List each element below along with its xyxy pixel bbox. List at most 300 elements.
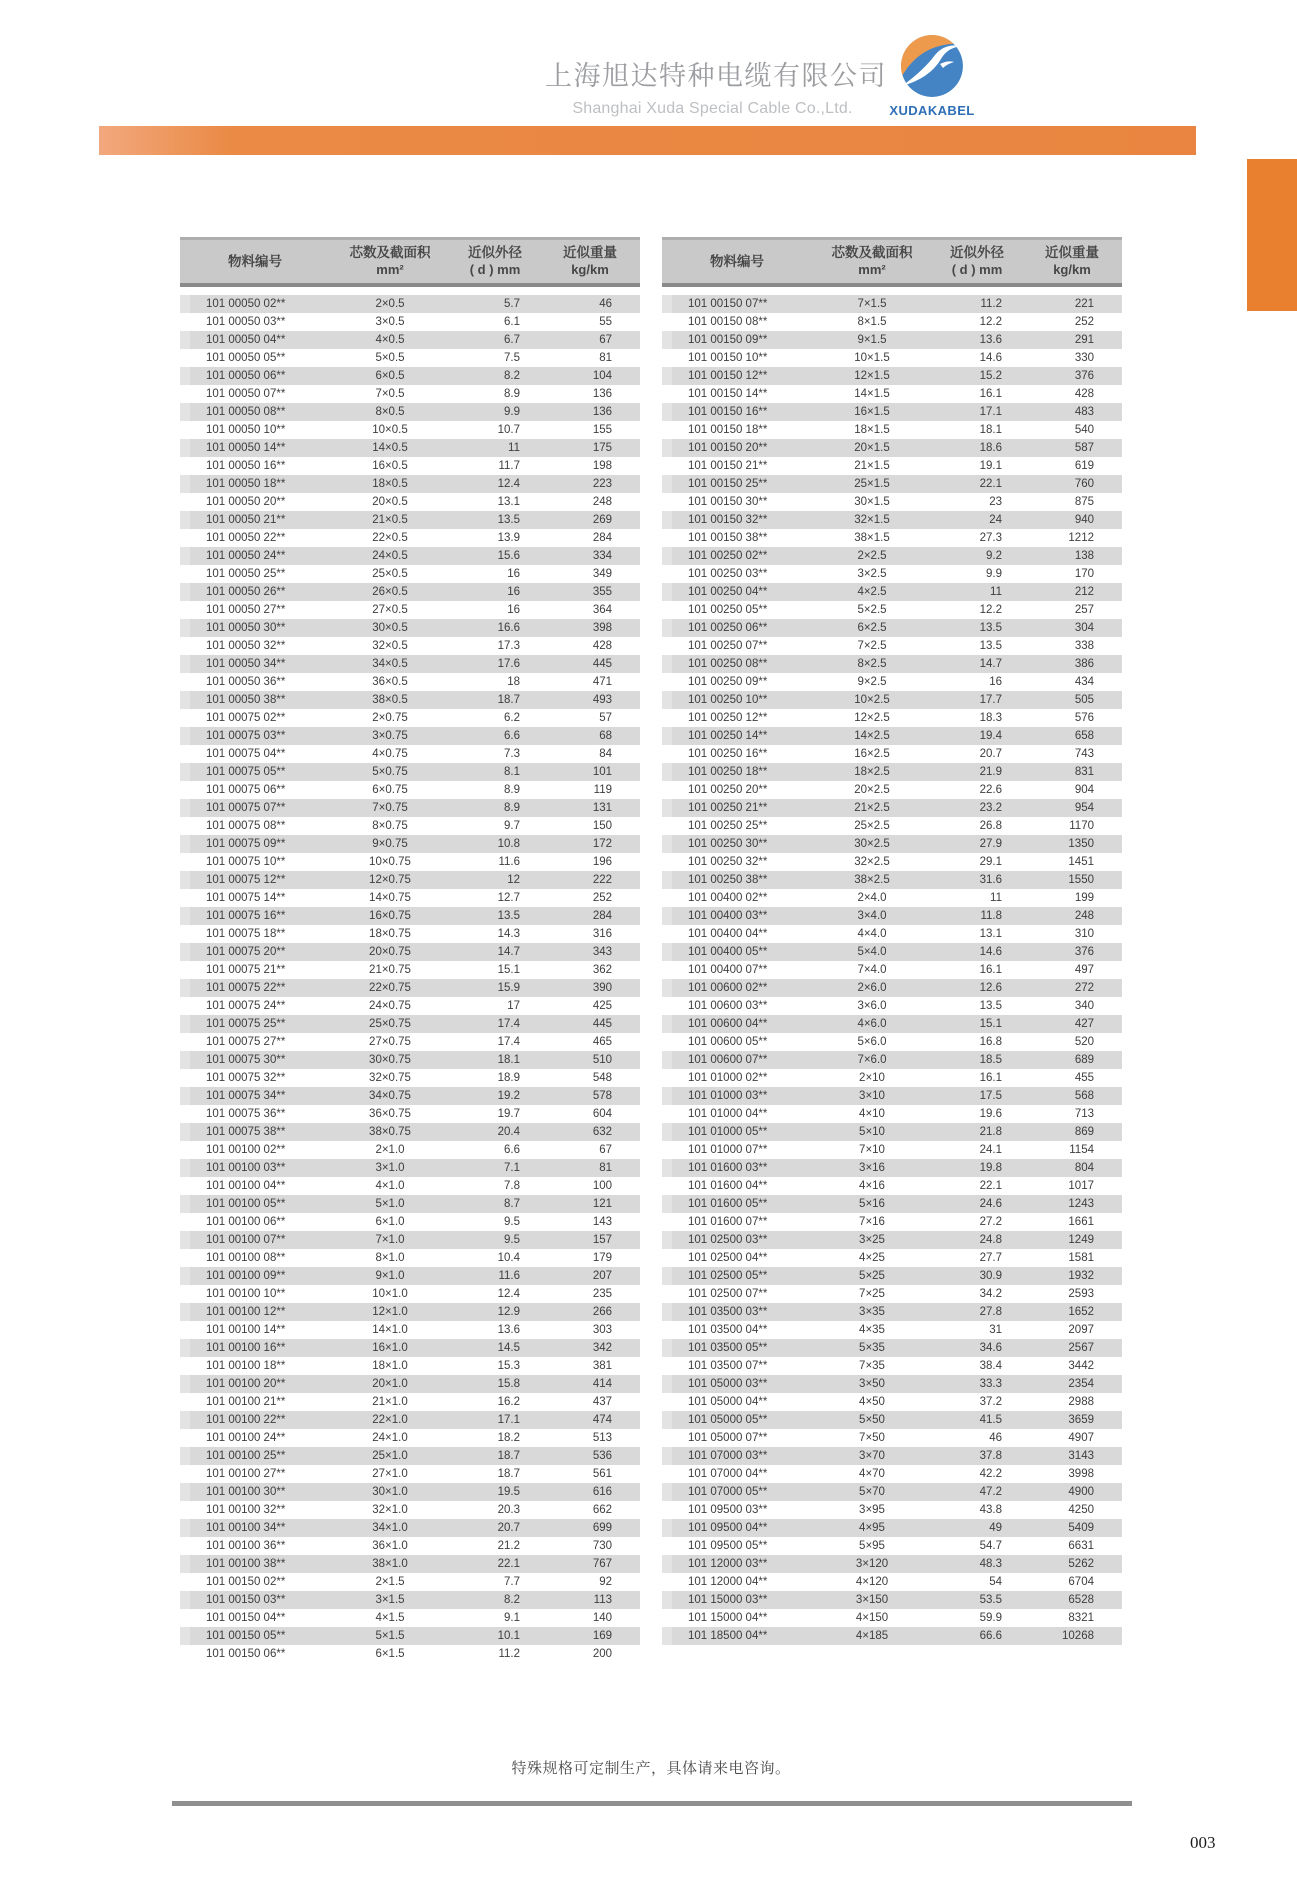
outer-diameter-mm: 47.2 bbox=[979, 1486, 1002, 1498]
cores-and-section: 16×2.5 bbox=[854, 748, 890, 760]
weight-kg-km: 587 bbox=[1074, 442, 1094, 454]
weight-kg-km: 169 bbox=[592, 1630, 612, 1642]
cores-and-section: 32×0.75 bbox=[369, 1072, 411, 1084]
table-row bbox=[180, 1087, 640, 1105]
table-row bbox=[662, 853, 1122, 871]
outer-diameter-mm: 16.8 bbox=[979, 1036, 1002, 1048]
outer-diameter-mm: 66.6 bbox=[979, 1630, 1002, 1642]
outer-diameter-mm: 16 bbox=[989, 676, 1002, 688]
material-number: 101 00250 04** bbox=[688, 586, 768, 598]
cores-and-section: 7×0.5 bbox=[375, 388, 405, 400]
weight-kg-km: 272 bbox=[1074, 982, 1094, 994]
material-number: 101 00250 07** bbox=[688, 640, 768, 652]
cores-and-section: 5×16 bbox=[859, 1198, 885, 1210]
cores-and-section: 8×0.5 bbox=[375, 406, 405, 418]
cores-and-section: 22×0.5 bbox=[372, 532, 408, 544]
cores-and-section: 26×0.5 bbox=[372, 586, 408, 598]
table-row bbox=[662, 1429, 1122, 1447]
cores-and-section: 4×2.5 bbox=[857, 586, 887, 598]
weight-kg-km: 505 bbox=[1074, 694, 1094, 706]
outer-diameter-mm: 16.6 bbox=[497, 622, 520, 634]
material-number: 101 00050 32** bbox=[206, 640, 286, 652]
outer-diameter-mm: 19.4 bbox=[979, 730, 1002, 742]
weight-kg-km: 343 bbox=[592, 946, 612, 958]
weight-kg-km: 428 bbox=[1074, 388, 1094, 400]
table-row bbox=[662, 691, 1122, 709]
table-row bbox=[662, 313, 1122, 331]
material-number: 101 00150 14** bbox=[688, 388, 768, 400]
outer-diameter-mm: 9.5 bbox=[504, 1234, 520, 1246]
table-row bbox=[662, 385, 1122, 403]
table-row bbox=[180, 511, 640, 529]
material-number: 101 01000 03** bbox=[688, 1090, 768, 1102]
outer-diameter-mm: 9.7 bbox=[504, 820, 520, 832]
cores-and-section: 5×1.5 bbox=[375, 1630, 405, 1642]
weight-kg-km: 1932 bbox=[1068, 1270, 1094, 1282]
cores-and-section: 2×2.5 bbox=[857, 550, 887, 562]
cores-and-section: 7×4.0 bbox=[857, 964, 887, 976]
weight-kg-km: 179 bbox=[592, 1252, 612, 1264]
outer-diameter-mm: 29.1 bbox=[979, 856, 1002, 868]
outer-diameter-mm: 16.1 bbox=[979, 388, 1002, 400]
weight-kg-km: 398 bbox=[592, 622, 612, 634]
table-row bbox=[180, 583, 640, 601]
outer-diameter-mm: 7.8 bbox=[504, 1180, 520, 1192]
material-number: 101 00075 07** bbox=[206, 802, 286, 814]
outer-diameter-mm: 27.2 bbox=[979, 1216, 1002, 1228]
weight-kg-km: 604 bbox=[592, 1108, 612, 1120]
weight-kg-km: 616 bbox=[592, 1486, 612, 1498]
cores-and-section: 3×25 bbox=[859, 1234, 885, 1246]
outer-diameter-mm: 11.2 bbox=[498, 1648, 520, 1660]
table-row bbox=[662, 745, 1122, 763]
material-number: 101 15000 03** bbox=[688, 1594, 768, 1606]
outer-diameter-mm: 18 bbox=[507, 676, 520, 688]
weight-kg-km: 390 bbox=[592, 982, 612, 994]
cores-and-section: 10×0.75 bbox=[369, 856, 411, 868]
table-row bbox=[662, 781, 1122, 799]
outer-diameter-mm: 19.2 bbox=[497, 1090, 520, 1102]
cores-and-section: 5×0.5 bbox=[375, 352, 405, 364]
cores-and-section: 30×2.5 bbox=[854, 838, 890, 850]
material-number: 101 00075 32** bbox=[206, 1072, 286, 1084]
cores-and-section: 18×0.5 bbox=[372, 478, 408, 490]
cores-and-section: 20×1.0 bbox=[372, 1378, 408, 1390]
table-row bbox=[662, 1051, 1122, 1069]
outer-diameter-mm: 19.7 bbox=[497, 1108, 520, 1120]
outer-diameter-mm: 30.9 bbox=[979, 1270, 1002, 1282]
weight-kg-km: 831 bbox=[1074, 766, 1094, 778]
material-number: 101 01600 04** bbox=[688, 1180, 768, 1192]
outer-diameter-mm: 27.3 bbox=[979, 532, 1002, 544]
table-row bbox=[662, 1393, 1122, 1411]
outer-diameter-mm: 16.1 bbox=[979, 964, 1002, 976]
column-unit: kg/km bbox=[571, 261, 609, 277]
weight-kg-km: 658 bbox=[1074, 730, 1094, 742]
weight-kg-km: 2593 bbox=[1068, 1288, 1094, 1300]
cores-and-section: 3×1.5 bbox=[375, 1594, 405, 1606]
cores-and-section: 34×1.0 bbox=[372, 1522, 408, 1534]
weight-kg-km: 513 bbox=[592, 1432, 612, 1444]
outer-diameter-mm: 14.6 bbox=[979, 946, 1002, 958]
cores-and-section: 12×0.75 bbox=[369, 874, 411, 886]
column-unit: kg/km bbox=[1053, 261, 1091, 277]
material-number: 101 00075 09** bbox=[206, 838, 286, 850]
table-row bbox=[180, 727, 640, 745]
material-number: 101 00100 30** bbox=[206, 1486, 286, 1498]
outer-diameter-mm: 12.7 bbox=[497, 892, 520, 904]
cores-and-section: 3×6.0 bbox=[857, 1000, 887, 1012]
spec-table-right bbox=[662, 237, 1122, 1645]
outer-diameter-mm: 18.2 bbox=[497, 1432, 520, 1444]
material-number: 101 00250 30** bbox=[688, 838, 768, 850]
weight-kg-km: 699 bbox=[592, 1522, 612, 1534]
outer-diameter-mm: 18.5 bbox=[979, 1054, 1002, 1066]
outer-diameter-mm: 15.9 bbox=[497, 982, 520, 994]
weight-kg-km: 121 bbox=[592, 1198, 612, 1210]
outer-diameter-mm: 6.1 bbox=[504, 316, 520, 328]
weight-kg-km: 10268 bbox=[1062, 1630, 1094, 1642]
weight-kg-km: 471 bbox=[592, 676, 612, 688]
outer-diameter-mm: 12 bbox=[507, 874, 520, 886]
material-number: 101 09500 04** bbox=[688, 1522, 768, 1534]
material-number: 101 00075 20** bbox=[206, 946, 286, 958]
outer-diameter-mm: 13.1 bbox=[497, 496, 520, 508]
company-logo-icon bbox=[900, 34, 964, 98]
cores-and-section: 6×1.0 bbox=[375, 1216, 405, 1228]
cores-and-section: 4×120 bbox=[855, 1576, 889, 1588]
cores-and-section: 24×1.0 bbox=[372, 1432, 408, 1444]
outer-diameter-mm: 42.2 bbox=[979, 1468, 1002, 1480]
outer-diameter-mm: 13.6 bbox=[497, 1324, 520, 1336]
weight-kg-km: 172 bbox=[592, 838, 612, 850]
outer-diameter-mm: 6.6 bbox=[504, 730, 520, 742]
table-row bbox=[662, 475, 1122, 493]
cores-and-section: 5×1.0 bbox=[375, 1198, 405, 1210]
table-row bbox=[180, 781, 640, 799]
column-header-weight bbox=[540, 240, 640, 283]
outer-diameter-mm: 13.6 bbox=[979, 334, 1002, 346]
material-number: 101 00100 03** bbox=[206, 1162, 286, 1174]
outer-diameter-mm: 16.2 bbox=[497, 1396, 520, 1408]
cores-and-section: 8×0.75 bbox=[372, 820, 408, 832]
weight-kg-km: 140 bbox=[592, 1612, 612, 1624]
weight-kg-km: 157 bbox=[592, 1234, 612, 1246]
cores-and-section: 4×1.5 bbox=[375, 1612, 405, 1624]
outer-diameter-mm: 12.4 bbox=[497, 1288, 520, 1300]
table-row bbox=[662, 1411, 1122, 1429]
outer-diameter-mm: 22.1 bbox=[497, 1558, 520, 1570]
material-number: 101 00250 21** bbox=[688, 802, 768, 814]
material-number: 101 00075 25** bbox=[206, 1018, 286, 1030]
material-number: 101 00100 10** bbox=[206, 1288, 286, 1300]
table-row bbox=[662, 1303, 1122, 1321]
cores-and-section: 4×0.75 bbox=[372, 748, 408, 760]
outer-diameter-mm: 10.8 bbox=[497, 838, 520, 850]
cores-and-section: 2×6.0 bbox=[857, 982, 887, 994]
weight-kg-km: 493 bbox=[592, 694, 612, 706]
table-row bbox=[662, 997, 1122, 1015]
weight-kg-km: 875 bbox=[1074, 496, 1094, 508]
cores-and-section: 2×4.0 bbox=[857, 892, 887, 904]
table-row bbox=[180, 1267, 640, 1285]
material-number: 101 03500 04** bbox=[688, 1324, 768, 1336]
material-number: 101 00400 04** bbox=[688, 928, 768, 940]
outer-diameter-mm: 37.2 bbox=[979, 1396, 1002, 1408]
outer-diameter-mm: 9.9 bbox=[986, 568, 1002, 580]
cores-and-section: 32×1.0 bbox=[372, 1504, 408, 1516]
brand-wordmark: XUDAKABEL bbox=[889, 103, 975, 118]
outer-diameter-mm: 24.1 bbox=[979, 1144, 1002, 1156]
cores-and-section: 20×0.75 bbox=[369, 946, 411, 958]
cores-and-section: 5×4.0 bbox=[857, 946, 887, 958]
table-row bbox=[662, 979, 1122, 997]
column-label: 近似外径 bbox=[950, 245, 1004, 261]
weight-kg-km: 576 bbox=[1074, 712, 1094, 724]
outer-diameter-mm: 14.7 bbox=[497, 946, 520, 958]
cores-and-section: 3×95 bbox=[859, 1504, 885, 1516]
column-label: 物料编号 bbox=[228, 253, 282, 269]
outer-diameter-mm: 14.6 bbox=[979, 352, 1002, 364]
outer-diameter-mm: 11.6 bbox=[498, 856, 520, 868]
outer-diameter-mm: 15.6 bbox=[497, 550, 520, 562]
weight-kg-km: 303 bbox=[592, 1324, 612, 1336]
material-number: 101 00400 03** bbox=[688, 910, 768, 922]
table-row bbox=[180, 1231, 640, 1249]
table-row bbox=[662, 493, 1122, 511]
weight-kg-km: 2988 bbox=[1068, 1396, 1094, 1408]
outer-diameter-mm: 17 bbox=[507, 1000, 520, 1012]
table-row bbox=[180, 1447, 640, 1465]
footer-divider bbox=[172, 1801, 1132, 1806]
table-row bbox=[662, 1069, 1122, 1087]
outer-diameter-mm: 11.8 bbox=[980, 910, 1002, 922]
material-number: 101 00100 08** bbox=[206, 1252, 286, 1264]
material-number: 101 07000 03** bbox=[688, 1450, 768, 1462]
material-number: 101 00100 32** bbox=[206, 1504, 286, 1516]
weight-kg-km: 55 bbox=[599, 316, 612, 328]
outer-diameter-mm: 8.2 bbox=[504, 1594, 520, 1606]
cores-and-section: 38×1.0 bbox=[372, 1558, 408, 1570]
material-number: 101 07000 05** bbox=[688, 1486, 768, 1498]
table-row bbox=[662, 1591, 1122, 1609]
weight-kg-km: 381 bbox=[592, 1360, 612, 1372]
column-label: 近似重量 bbox=[1045, 245, 1099, 261]
outer-diameter-mm: 24 bbox=[989, 514, 1002, 526]
outer-diameter-mm: 34.6 bbox=[979, 1342, 1002, 1354]
outer-diameter-mm: 7.3 bbox=[504, 748, 520, 760]
outer-diameter-mm: 22.1 bbox=[979, 1180, 1002, 1192]
table-row bbox=[180, 835, 640, 853]
weight-kg-km: 362 bbox=[592, 964, 612, 976]
outer-diameter-mm: 10.4 bbox=[497, 1252, 520, 1264]
table-row bbox=[180, 367, 640, 385]
weight-kg-km: 269 bbox=[592, 514, 612, 526]
weight-kg-km: 520 bbox=[1074, 1036, 1094, 1048]
table-row bbox=[662, 1267, 1122, 1285]
cores-and-section: 4×16 bbox=[859, 1180, 885, 1192]
weight-kg-km: 4900 bbox=[1068, 1486, 1094, 1498]
column-unit: mm² bbox=[858, 261, 886, 277]
weight-kg-km: 619 bbox=[1074, 460, 1094, 472]
weight-kg-km: 3659 bbox=[1068, 1414, 1094, 1426]
cores-and-section: 4×6.0 bbox=[857, 1018, 887, 1030]
column-header-diameter bbox=[932, 240, 1022, 283]
cores-and-section: 18×2.5 bbox=[854, 766, 890, 778]
column-header-cores bbox=[812, 240, 932, 283]
weight-kg-km: 1243 bbox=[1068, 1198, 1094, 1210]
weight-kg-km: 743 bbox=[1074, 748, 1094, 760]
weight-kg-km: 2354 bbox=[1068, 1378, 1094, 1390]
outer-diameter-mm: 9.5 bbox=[504, 1216, 520, 1228]
table-row bbox=[180, 295, 640, 313]
table-row bbox=[662, 1177, 1122, 1195]
material-number: 101 00075 04** bbox=[206, 748, 286, 760]
cores-and-section: 4×0.5 bbox=[375, 334, 405, 346]
outer-diameter-mm: 19.1 bbox=[979, 460, 1002, 472]
material-number: 101 00100 05** bbox=[206, 1198, 286, 1210]
cores-and-section: 25×2.5 bbox=[854, 820, 890, 832]
material-number: 101 00600 04** bbox=[688, 1018, 768, 1030]
table-row bbox=[662, 637, 1122, 655]
outer-diameter-mm: 21.8 bbox=[979, 1126, 1002, 1138]
weight-kg-km: 150 bbox=[592, 820, 612, 832]
material-number: 101 00050 07** bbox=[206, 388, 286, 400]
table-row bbox=[180, 1609, 640, 1627]
material-number: 101 00250 09** bbox=[688, 676, 768, 688]
table-row bbox=[662, 871, 1122, 889]
table-row bbox=[180, 1429, 640, 1447]
cores-and-section: 5×2.5 bbox=[857, 604, 887, 616]
weight-kg-km: 3442 bbox=[1068, 1360, 1094, 1372]
table-row bbox=[662, 1123, 1122, 1141]
table-row bbox=[662, 1105, 1122, 1123]
table-row bbox=[662, 943, 1122, 961]
outer-diameter-mm: 26.8 bbox=[979, 820, 1002, 832]
outer-diameter-mm: 22.6 bbox=[979, 784, 1002, 796]
table-row bbox=[662, 1033, 1122, 1051]
outer-diameter-mm: 15.3 bbox=[497, 1360, 520, 1372]
outer-diameter-mm: 17.6 bbox=[497, 658, 520, 670]
outer-diameter-mm: 24.8 bbox=[979, 1234, 1002, 1246]
outer-diameter-mm: 10.1 bbox=[497, 1630, 520, 1642]
cores-and-section: 7×10 bbox=[859, 1144, 885, 1156]
material-number: 101 00150 21** bbox=[688, 460, 768, 472]
outer-diameter-mm: 12.6 bbox=[979, 982, 1002, 994]
table-row bbox=[662, 565, 1122, 583]
cores-and-section: 12×1.5 bbox=[854, 370, 890, 382]
cores-and-section: 20×1.5 bbox=[854, 442, 890, 454]
cores-and-section: 3×10 bbox=[859, 1090, 885, 1102]
material-number: 101 00150 16** bbox=[688, 406, 768, 418]
outer-diameter-mm: 9.9 bbox=[504, 406, 520, 418]
material-number: 101 00150 03** bbox=[206, 1594, 286, 1606]
material-number: 101 00050 22** bbox=[206, 532, 286, 544]
cores-and-section: 18×1.0 bbox=[372, 1360, 408, 1372]
table-row bbox=[180, 1213, 640, 1231]
footer-note: 特殊规格可定制生产，具体请来电咨询。 bbox=[511, 1760, 791, 1777]
material-number: 101 00050 10** bbox=[206, 424, 286, 436]
outer-diameter-mm: 16 bbox=[507, 604, 520, 616]
outer-diameter-mm: 37.8 bbox=[979, 1450, 1002, 1462]
table-row bbox=[180, 1591, 640, 1609]
outer-diameter-mm: 13.5 bbox=[979, 622, 1002, 634]
cores-and-section: 5×10 bbox=[859, 1126, 885, 1138]
weight-kg-km: 434 bbox=[1074, 676, 1094, 688]
material-number: 101 01600 07** bbox=[688, 1216, 768, 1228]
table-row bbox=[180, 817, 640, 835]
table-row bbox=[662, 1483, 1122, 1501]
outer-diameter-mm: 54 bbox=[989, 1576, 1002, 1588]
outer-diameter-mm: 15.1 bbox=[979, 1018, 1002, 1030]
cores-and-section: 21×0.5 bbox=[372, 514, 408, 526]
weight-kg-km: 8321 bbox=[1068, 1612, 1094, 1624]
cores-and-section: 7×2.5 bbox=[857, 640, 887, 652]
table-row bbox=[662, 295, 1122, 313]
material-number: 101 00100 20** bbox=[206, 1378, 286, 1390]
material-number: 101 00100 34** bbox=[206, 1522, 286, 1534]
material-number: 101 09500 05** bbox=[688, 1540, 768, 1552]
cores-and-section: 3×120 bbox=[855, 1558, 889, 1570]
table-row bbox=[662, 1537, 1122, 1555]
outer-diameter-mm: 23 bbox=[989, 496, 1002, 508]
material-number: 101 00075 38** bbox=[206, 1126, 286, 1138]
weight-kg-km: 428 bbox=[592, 640, 612, 652]
weight-kg-km: 1170 bbox=[1069, 820, 1094, 832]
table-row bbox=[180, 1519, 640, 1537]
material-number: 101 00600 05** bbox=[688, 1036, 768, 1048]
outer-diameter-mm: 15.1 bbox=[497, 964, 520, 976]
weight-kg-km: 338 bbox=[1074, 640, 1094, 652]
material-number: 101 18500 04** bbox=[688, 1630, 768, 1642]
table-row bbox=[662, 1231, 1122, 1249]
weight-kg-km: 760 bbox=[1074, 478, 1094, 490]
cores-and-section: 10×1.5 bbox=[854, 352, 890, 364]
weight-kg-km: 5262 bbox=[1068, 1558, 1094, 1570]
table-row bbox=[180, 673, 640, 691]
table-row bbox=[662, 1249, 1122, 1267]
cores-and-section: 4×25 bbox=[859, 1252, 885, 1264]
cores-and-section: 5×70 bbox=[859, 1486, 885, 1498]
weight-kg-km: 222 bbox=[592, 874, 612, 886]
table-row bbox=[180, 1177, 640, 1195]
material-number: 101 01000 07** bbox=[688, 1144, 768, 1156]
material-number: 101 00050 02** bbox=[206, 298, 286, 310]
cores-and-section: 25×1.0 bbox=[372, 1450, 408, 1462]
table-row bbox=[662, 889, 1122, 907]
material-number: 101 00150 20** bbox=[688, 442, 768, 454]
weight-kg-km: 170 bbox=[1074, 568, 1094, 580]
table-row bbox=[662, 1501, 1122, 1519]
cores-and-section: 18×1.5 bbox=[854, 424, 890, 436]
weight-kg-km: 578 bbox=[592, 1090, 612, 1102]
table-row bbox=[180, 925, 640, 943]
outer-diameter-mm: 11.6 bbox=[498, 1270, 520, 1282]
table-row bbox=[180, 1555, 640, 1573]
table-row bbox=[180, 637, 640, 655]
table-row bbox=[180, 1069, 640, 1087]
weight-kg-km: 101 bbox=[592, 766, 612, 778]
weight-kg-km: 155 bbox=[592, 424, 612, 436]
material-number: 101 00050 24** bbox=[206, 550, 286, 562]
material-number: 101 00100 18** bbox=[206, 1360, 286, 1372]
table-row bbox=[180, 349, 640, 367]
cores-and-section: 8×2.5 bbox=[857, 658, 887, 670]
table-header bbox=[180, 237, 640, 287]
table-row bbox=[662, 1573, 1122, 1591]
column-unit: ( d ) mm bbox=[469, 261, 521, 277]
outer-diameter-mm: 21.9 bbox=[979, 766, 1002, 778]
